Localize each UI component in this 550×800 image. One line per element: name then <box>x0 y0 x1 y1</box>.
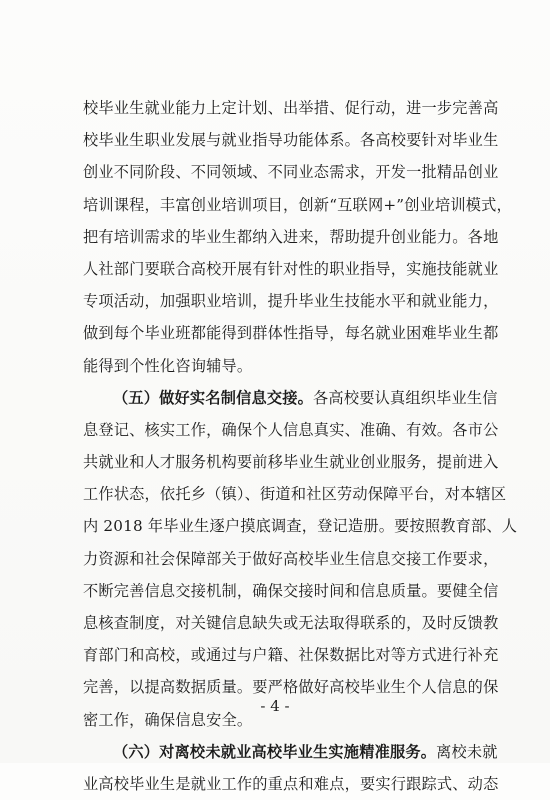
text-line: 息核查制度，对关键信息缺失或无法取得联系的，及时反馈教 <box>83 614 499 632</box>
text-line: 不断完善信息交接机制，确保交接时间和信息质量。要健全信 <box>83 581 499 600</box>
text-line: 能得到个性化咨询辅导。 <box>83 356 253 375</box>
text-line: 校毕业生就业能力上定计划、出举措、促行动，进一步完善高 <box>83 99 499 117</box>
text-line: 共就业和人才服务机构要前移毕业生就业创业服务，提前进入 <box>83 453 499 472</box>
section-six-first-line <box>83 736 498 768</box>
text-line: 育部门和高校，或通过与户籍、社保数据比对等方式进行补充 <box>83 646 499 665</box>
text-line: 培训课程，丰富创业培训项目，创新“互联网+”创业培训模式， <box>83 195 512 214</box>
section-five-real-name-info <box>83 382 518 736</box>
text-line: 工作状态，依托乡（镇）、街道和社区劳动保障平台，对本辖区 <box>83 485 507 504</box>
text-line: 力资源和社会保障部关于做好高校毕业生信息交接工作要求， <box>83 549 499 568</box>
text-line: 专项活动，加强职业培训，提升毕业生技能水平和就业能力， <box>83 292 499 311</box>
text-line: 内 2018 年毕业生逐户摸底调查，登记造册。要按照教育部、人 <box>83 517 518 536</box>
paragraph-employment-guidance <box>83 92 512 382</box>
text-line: 完善，以提高数据质量。要严格做好高校毕业生个人信息的保 <box>83 678 499 697</box>
page-number: - 4 - <box>260 697 290 715</box>
text-line: 把有培训需求的毕业生都纳入进来，帮助提升创业能力。各地 <box>83 227 499 246</box>
text-line: 人社部门要联合高校开展有针对性的职业指导，实施技能就业 <box>83 259 499 278</box>
text-line: 业高校毕业生是就业工作的重点和难点，要实行跟踪式、动态 <box>83 774 499 793</box>
section-six-heading: （六）对离校未就业高校毕业生实施精准服务。 <box>113 742 437 761</box>
text-line: 校毕业生职业发展与就业指导功能体系。各高校要针对毕业生 <box>83 131 499 150</box>
text-line: 息登记、核实工作，确保个人信息真实、准确、有效。各市公 <box>83 420 499 439</box>
section-five-first-line-text: 各高校要认真组织毕业生信 <box>313 388 498 407</box>
section-five-first-line <box>83 382 498 414</box>
text-line: 创业不同阶段、不同领域、不同业态需求，开发一批精品创业 <box>83 163 499 182</box>
text-line: 做到每个毕业班都能得到群体性指导，每名就业困难毕业生都 <box>83 324 499 343</box>
section-six-first-line-text: 离校未就 <box>436 742 498 761</box>
section-six-precise-service <box>83 736 499 800</box>
section-five-heading: （五）做好实名制信息交接。 <box>113 388 314 407</box>
text-line: 密工作，确保信息安全。 <box>83 710 253 729</box>
